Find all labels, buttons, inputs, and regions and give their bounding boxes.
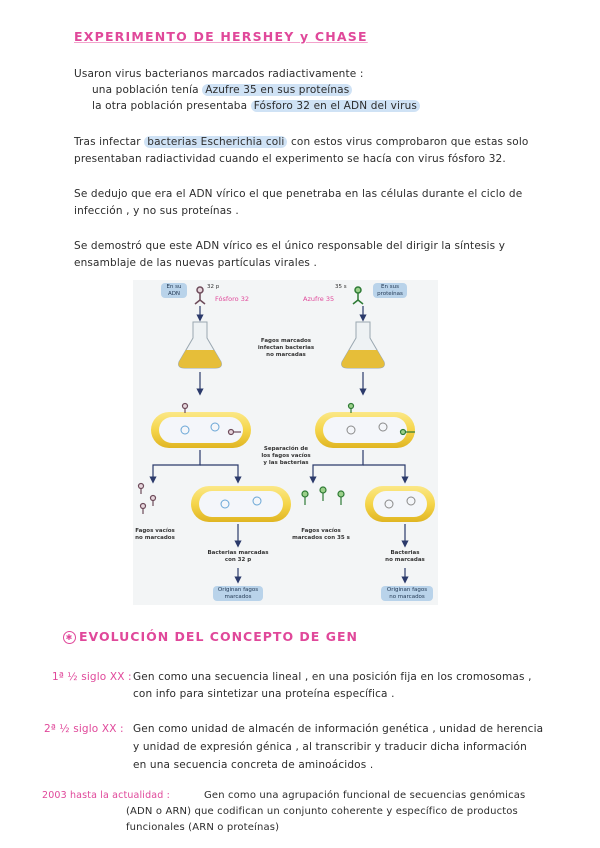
def-3-line-3: funcionales (ARN o proteínas)	[126, 822, 280, 833]
left-bact-label: Bacterias marcadas con 32 p	[207, 550, 269, 563]
def-3-line-1: Gen como una agrupación funcional de secuencias genómicas	[204, 790, 526, 801]
right-tag: En sus proteínas	[373, 283, 407, 298]
middle-mid-label: Separación de los fagos vacíos y las bacterias	[261, 446, 311, 466]
intro-line-3	[92, 100, 420, 112]
para2-line-2: presentaban radiactividad cuando el experimento se hacía con virus fósforo 32.	[74, 153, 506, 165]
asterisk-icon: ✱	[63, 631, 76, 644]
left-phage-icon	[195, 287, 205, 304]
left-bacterium-infected	[151, 404, 251, 449]
term-3: 2003 hasta la actualidad :	[42, 790, 170, 801]
right-empty-label: Fagos vacíos marcados con 35 s	[292, 528, 350, 541]
left-flask-icon	[179, 322, 222, 368]
right-handnote: Azufre 35	[303, 295, 335, 303]
left-empty-phages	[139, 484, 156, 515]
para2-pre: Tras infectar	[74, 136, 141, 148]
left-label: 32 p	[207, 284, 220, 290]
intro-line-2-text: una población tenía	[92, 84, 199, 96]
highlight-sulfur: Azufre 35 en sus proteínas	[202, 84, 352, 96]
right-result-tag: Originan fagos no marcados	[381, 586, 433, 601]
intro-line-3-text: la otra población presentaba	[92, 100, 248, 112]
def-2-line-3: en una secuencia concreta de aminoácidos .	[133, 759, 374, 771]
right-phage-icon	[353, 287, 363, 304]
hershey-chase-diagram	[133, 280, 438, 605]
para4-line-1: Se demostró que este ADN vírico es el único responsable del dirigir la síntesis y	[74, 240, 506, 252]
para2-post: con estos virus comprobaron que estas solo	[290, 136, 529, 148]
def-1-line-2: con info para sintetizar una proteína específica .	[133, 688, 395, 700]
left-handnote: Fósforo 32	[215, 295, 249, 303]
para4-line-2: ensamblaje de las nuevas partículas virales .	[74, 257, 318, 269]
left-empty-label: Fagos vacíos no marcados	[135, 528, 175, 541]
left-bacterium-result	[191, 486, 291, 522]
right-bacterium-infected	[315, 404, 415, 449]
page-title: EXPERIMENTO DE HERSHEY y CHASE	[74, 29, 368, 44]
right-label: 35 s	[335, 284, 347, 290]
section-title	[63, 629, 358, 644]
def-1-line-1: Gen como una secuencia lineal , en una posición fija en los cromosomas ,	[133, 671, 532, 683]
left-tag: En su ADN	[161, 283, 187, 298]
def-3-line-2: (ADN o ARN) que codifican un conjunto coherente y específico de productos	[126, 806, 518, 817]
left-result-tag: Originan fagos marcados	[213, 586, 263, 601]
def-2-line-2: y unidad de expresión génica , al transcribir y traducir dicha información	[133, 741, 527, 753]
right-bact-label: Bacterias no marcadas	[385, 550, 425, 563]
term-2: 2ª ½ siglo XX :	[44, 723, 124, 735]
term-1: 1ª ½ siglo XX :	[52, 671, 132, 683]
right-empty-phages	[302, 487, 344, 505]
right-flask-icon	[342, 322, 385, 368]
middle-top-label: Fagos marcados infectan bacterias no marcadas	[257, 338, 315, 358]
highlight-ecoli: bacterias Escherichia coli	[144, 136, 287, 148]
def-2-line-1: Gen como unidad de almacén de información genética , unidad de herencia	[133, 723, 544, 735]
highlight-phosphorus: Fósforo 32 en el ADN del virus	[251, 100, 420, 112]
para3-line-2: infección , y no sus proteínas .	[74, 205, 239, 217]
right-bacterium-result	[365, 486, 435, 522]
intro-line-1: Usaron virus bacterianos marcados radiactivamente :	[74, 68, 364, 80]
para2-line-1	[74, 136, 528, 148]
section-title-text: EVOLUCIÓN DEL CONCEPTO DE GEN	[79, 629, 358, 644]
intro-line-2	[92, 84, 352, 96]
para3-line-1: Se dedujo que era el ADN vírico el que penetraba en las células durante el ciclo de	[74, 188, 523, 200]
